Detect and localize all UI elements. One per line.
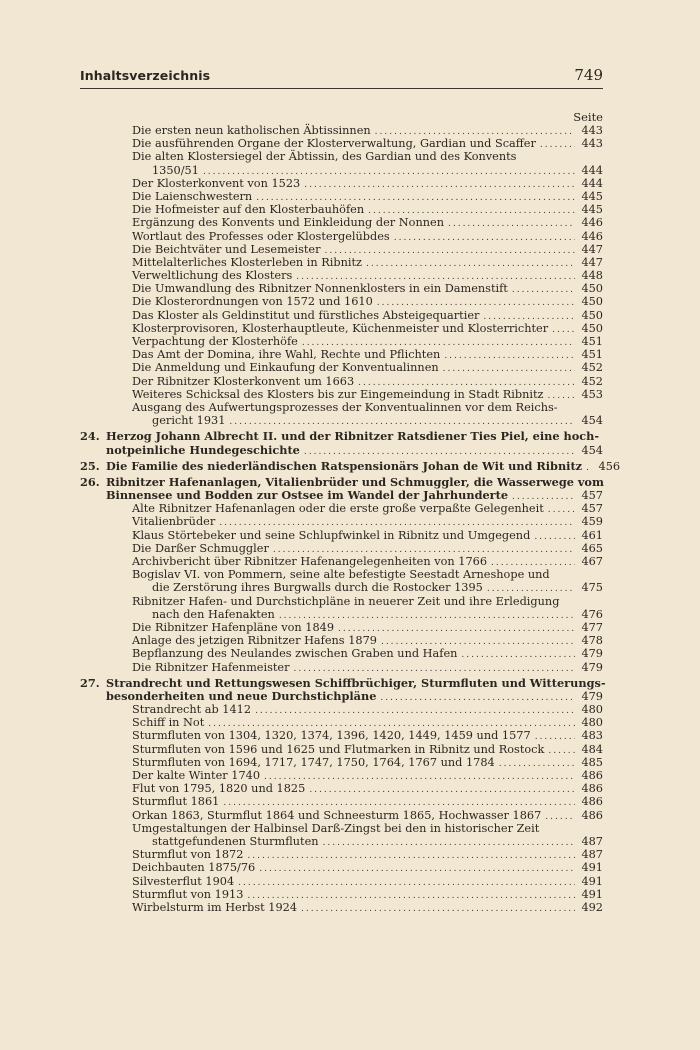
toc-entry-title: Sturmfluten von 1304, 1320, 1374, 1396, 1420, 1449, 1459 und 1577 [132, 729, 531, 743]
toc-entry [80, 203, 603, 216]
toc-entry-title: Wortlaut des Professes oder Klostergelübdes [132, 229, 390, 243]
toc-entry-title: Sturmflut von 1872 [132, 848, 244, 862]
toc-entry-title: Strandrecht ab 1412 [132, 703, 252, 717]
toc-leader-dots [323, 837, 575, 850]
toc-entry-title: Verpachtung der Klosterhöfe [132, 335, 298, 348]
toc-entry-title: notpeinliche Hundegeschichte [106, 442, 300, 457]
toc-entry [80, 177, 603, 190]
toc-entry-page: 451 [581, 335, 603, 348]
toc-entry-page: 480 [581, 716, 603, 730]
toc-entry-title: Klosterprovisoren, Klosterhauptleute, Küchenmeister und Klosterrichter [132, 321, 549, 335]
toc-entry-page: 457 [581, 502, 603, 516]
toc-entry-page: 456 [598, 459, 621, 473]
toc-entry-page: 491 [581, 861, 603, 875]
toc-entry-page: 480 [581, 703, 603, 717]
toc-entry-page: 444 [581, 163, 603, 177]
toc-entry-title: Die Ribnitzer Hafenmeister [132, 660, 290, 674]
toc-leader-dots [259, 863, 575, 876]
toc-entry-title: Wirbelsturm im Herbst 1924 [132, 900, 298, 914]
toc-entry-page: 461 [581, 528, 603, 542]
toc-entry [80, 782, 603, 795]
toc-entry [80, 835, 603, 848]
toc-entry [80, 295, 603, 308]
toc-entry [80, 414, 603, 427]
toc-entry-title: nach den Hafenakten [152, 607, 275, 621]
toc-entry [80, 743, 603, 756]
toc-entry [80, 608, 603, 621]
toc-entry-title: Umgestaltungen der Halbinsel Darß-Zingst bei den in historischer Zeit [132, 821, 540, 835]
toc-entry-title: Der Klosterkonvent von 1523 [132, 176, 301, 190]
toc-entry-page: 492 [581, 900, 603, 914]
running-header [80, 66, 603, 89]
toc-entry-title: Anlage des jetzigen Ribnitzer Hafens 1879 [132, 634, 377, 648]
toc-entry-page: 452 [581, 361, 603, 375]
toc-leader-dots [548, 504, 575, 517]
toc-entry [80, 444, 603, 457]
toc-entry-title: gericht 1931 [152, 414, 226, 428]
toc-entry [80, 634, 603, 647]
toc-leader-dots [255, 705, 575, 718]
toc-entry-page: 479 [581, 689, 603, 703]
toc-entry-page: 443 [581, 137, 603, 151]
toc-entry-page: 445 [581, 189, 603, 203]
toc-entry-title: Ausgang des Aufwertungsprozesses der Konventualinnen vor dem Reichs- [132, 400, 558, 414]
toc-entry-title: Die Beichtväter und Lesemeister [132, 242, 321, 256]
toc-leader-dots [448, 218, 575, 231]
toc-entry-title: Die Familie des niederländischen Ratspensionärs Johan de Wit und Ribnitz [106, 458, 583, 473]
toc-section-entry [80, 430, 603, 443]
toc-entry-title: 1350/51 [152, 163, 199, 177]
toc-entry-title: Die Darßer Schmuggler [132, 541, 269, 555]
toc-entry-page: 491 [581, 874, 603, 888]
toc-entry-title: Alte Ribnitzer Hafenanlagen oder die erste große verpaßte Gelegenheit [132, 502, 544, 516]
toc-leader-dots [545, 811, 575, 824]
toc-leader-dots [366, 258, 575, 271]
toc-entry-page: 487 [581, 848, 603, 862]
toc-entry-title: besonderheiten und neue Durchstichpläne [106, 688, 377, 703]
toc-entry-page: 444 [581, 176, 603, 190]
toc-entry [80, 809, 603, 822]
toc-leader-dots [309, 784, 575, 797]
toc-entry-page: 487 [581, 834, 603, 848]
toc-entry [80, 661, 603, 674]
toc-leader-dots [304, 446, 575, 459]
toc-entry [80, 348, 603, 361]
toc-entry-page: 486 [581, 782, 603, 796]
toc-entry-page: 448 [581, 269, 603, 283]
toc-entry-page: 459 [581, 515, 603, 529]
toc-entry-title: Sturmfluten von 1596 und 1625 und Flutmarken in Ribnitz und Rostock [132, 742, 545, 756]
toc-entry-page: 447 [581, 255, 603, 269]
toc-entry-title: Die alten Klostersiegel der Äbtissin, des Gardian und des Konvents [132, 150, 517, 164]
toc-entry-title: Die Anmeldung und Einkaufung der Konventualinnen [132, 361, 439, 375]
toc-entry-page: 485 [581, 755, 603, 769]
toc-section-entry [80, 675, 606, 690]
toc-entry-page: 451 [581, 348, 603, 362]
toc-entry-page: 486 [581, 808, 603, 822]
toc-entry-title: Strandrecht und Rettungswesen Schiffbrüchiger, Sturmfluten und Witterungs- [106, 675, 606, 690]
toc-entry [80, 861, 603, 874]
toc-leader-dots [443, 363, 575, 376]
toc-leader-dots [512, 284, 575, 297]
toc-entry [80, 581, 603, 594]
toc-entry-title: Die Umwandlung des Ribnitzer Nonnenklosters in ein Damenstift [132, 282, 508, 296]
toc-entry-title: Schiff in Not [132, 716, 205, 730]
toc-entry [80, 269, 603, 282]
toc-entry-page: 467 [581, 555, 603, 568]
toc-entry-title: Ribnitzer Hafenanlagen, Vitalienbrüder und Schmuggler, die Wasserwege vom [106, 474, 604, 489]
toc-leader-dots [304, 179, 575, 192]
toc-entry [80, 216, 603, 229]
toc-leader-dots [380, 692, 575, 705]
toc-entry [80, 888, 603, 901]
toc-entry [80, 716, 603, 729]
toc-entry [80, 164, 603, 177]
toc-entry-title: Binnensee und Bodden zur Ostsee im Wandel der Jahrhunderte [106, 488, 509, 503]
toc-leader-dots [301, 903, 575, 916]
toc-entry [80, 502, 603, 515]
toc-entry [80, 243, 603, 256]
toc-entry-title: Weiteres Schicksal des Klosters bis zur Eingemeindung in Stadt Ribnitz [132, 387, 544, 401]
toc-entry-title: Orkan 1863, Sturmflut 1864 und Schneesturm 1865, Hochwasser 1867 [132, 808, 542, 822]
table-of-contents [80, 124, 621, 914]
toc-entry-title: Die ersten neun katholischen Äbtissinnen [132, 124, 371, 137]
toc-entry [80, 124, 603, 137]
toc-entry-page: 447 [581, 242, 603, 256]
toc-entry-number: 27. [80, 675, 100, 690]
toc-entry-page: 450 [581, 282, 603, 296]
toc-entry [80, 361, 603, 374]
toc-entry-page: 453 [581, 387, 603, 401]
toc-leader-dots [534, 531, 575, 544]
toc-entry-page: 475 [581, 581, 603, 595]
toc-leader-dots [264, 771, 575, 784]
toc-entry [80, 690, 603, 703]
toc-entry-title: die Zerstörung ihres Burgwalls durch die Rostocker 1395 [152, 581, 483, 595]
toc-entry-title: Bepflanzung des Neulandes zwischen Graben und Hafen [132, 647, 458, 661]
toc-entry-title: Ribnitzer Hafen- und Durchstichpläne in neuerer Zeit und ihre Erledigung [132, 594, 560, 608]
toc-entry-page: 491 [581, 887, 603, 901]
toc-entry-title: Deichbauten 1875/76 [132, 861, 256, 875]
toc-entry-page: 476 [581, 607, 603, 621]
toc-entry-title: Sturmflut 1861 [132, 795, 220, 809]
header-page-number: 749 [574, 66, 603, 84]
toc-entry-page: 478 [581, 634, 603, 648]
toc-entry-title: Die Klosterordnungen von 1572 und 1610 [132, 295, 373, 309]
toc-entry-title: Ergänzung des Konvents und Einkleidung der Nonnen [132, 216, 444, 230]
toc-entry [80, 555, 603, 568]
toc-leader-dots [586, 462, 592, 475]
toc-entry-page: 450 [581, 308, 603, 322]
toc-entry-page: 479 [581, 647, 603, 661]
toc-entry-title: Klaus Störtebeker und seine Schlupfwinkel in Ribnitz und Umgegend [132, 528, 531, 542]
toc-entry-page: 483 [581, 729, 603, 743]
toc-entry-title: Archivbericht über Ribnitzer Hafenangelegenheiten von 1766 [132, 555, 488, 568]
toc-leader-dots [461, 649, 575, 662]
toc-entry-page: 477 [581, 620, 603, 634]
toc-entry-page: 484 [581, 742, 603, 756]
toc-entry-page: 452 [581, 374, 603, 388]
toc-entry-title: stattgefundenen Sturmfluten [152, 834, 319, 848]
toc-entry [80, 322, 603, 335]
page-column-label: Seite [573, 110, 603, 124]
toc-entry-number: 25. [80, 458, 100, 473]
toc-entry-title: Die Laienschwestern [132, 189, 253, 203]
toc-entry [80, 568, 603, 581]
toc-entry [80, 515, 603, 528]
toc-leader-dots [325, 245, 575, 258]
toc-entry-title: Das Kloster als Geldinstitut und fürstliches Absteigequartier [132, 308, 480, 322]
toc-entry [80, 769, 603, 782]
toc-entry [80, 489, 603, 502]
toc-entry-title: Sturmflut von 1913 [132, 887, 244, 901]
toc-entry [80, 282, 603, 295]
toc-entry-title: Die Ribnitzer Hafenpläne von 1849 [132, 620, 335, 634]
toc-entry [80, 901, 603, 914]
toc-entry [80, 529, 603, 542]
toc-entry-page: 454 [581, 443, 603, 457]
header-title: Inhaltsverzeichnis [80, 68, 211, 83]
toc-leader-dots [444, 350, 575, 363]
toc-entry-title: Mittelalterliches Klosterleben in Ribnitz [132, 255, 363, 269]
toc-entry [80, 401, 603, 414]
toc-entry [80, 756, 603, 769]
toc-entry [80, 542, 603, 555]
toc-entry-title: Bogislav VI. von Pommern, seine alte befestigte Seestadt Arneshope und [132, 568, 550, 582]
toc-entry-page: 443 [581, 124, 603, 137]
toc-entry [80, 309, 603, 322]
toc-entry-title: Das Amt der Domina, ihre Wahl, Rechte und Pflichten [132, 348, 441, 362]
toc-entry-page: 450 [581, 295, 603, 309]
toc-entry-page: 457 [581, 489, 603, 503]
toc-leader-dots [540, 139, 575, 152]
toc-leader-dots [229, 416, 575, 429]
toc-entry [80, 647, 603, 660]
toc-entry-page: 465 [581, 541, 603, 555]
toc-leader-dots [394, 232, 575, 245]
toc-entry [80, 875, 603, 888]
toc-entry [80, 335, 603, 348]
toc-entry-page: 486 [581, 795, 603, 809]
toc-entry [80, 703, 603, 716]
toc-entry-title: Herzog Johann Albrecht II. und der Ribnitzer Ratsdiener Ties Piel, eine hoch- [106, 429, 600, 444]
toc-leader-dots [548, 745, 575, 758]
toc-entry-number: 26. [80, 474, 100, 489]
toc-entry [80, 595, 603, 608]
toc-entry [80, 150, 603, 163]
toc-entry [80, 621, 603, 634]
toc-entry [80, 388, 603, 401]
toc-entry [80, 822, 603, 835]
toc-leader-dots [294, 663, 575, 676]
toc-entry-number: 24. [80, 429, 100, 444]
toc-entry [80, 795, 603, 808]
toc-entry-title: Vitalienbrüder [132, 515, 216, 529]
toc-leader-dots [238, 877, 575, 890]
toc-entry-title: Silvesterflut 1904 [132, 874, 235, 888]
toc-entry-title: Die ausführenden Organe der Klosterverwaltung, Gardian und Scaffer [132, 137, 536, 151]
toc-entry-page: 479 [581, 660, 603, 674]
toc-entry-page: 454 [581, 414, 603, 428]
toc-entry-title: Sturmfluten von 1694, 1717, 1747, 1750, 1764, 1767 und 1784 [132, 755, 495, 769]
toc-section-entry [80, 458, 621, 473]
toc-entry [80, 256, 603, 269]
toc-entry-title: Verweltlichung des Klosters [132, 269, 293, 283]
toc-leader-dots [499, 758, 575, 771]
toc-entry-page: 446 [581, 216, 603, 230]
toc-entry-page: 446 [581, 229, 603, 243]
toc-entry-title: Flut von 1795, 1820 und 1825 [132, 782, 306, 796]
toc-entry [80, 375, 603, 388]
toc-entry-title: Der Ribnitzer Klosterkonvent um 1663 [132, 374, 355, 388]
toc-entry [80, 137, 603, 150]
toc-entry [80, 230, 603, 243]
toc-entry [80, 848, 603, 861]
toc-leader-dots [247, 850, 575, 863]
toc-entry-page: 450 [581, 321, 603, 335]
toc-entry-page: 445 [581, 203, 603, 217]
toc-entry [80, 729, 603, 742]
toc-leader-dots [552, 324, 575, 337]
toc-entry-title: Der kalte Winter 1740 [132, 769, 261, 782]
toc-entry-title: Die Hofmeister auf den Klosterbauhöfen [132, 203, 365, 217]
toc-entry [80, 190, 603, 203]
toc-entry-page: 486 [581, 769, 603, 782]
